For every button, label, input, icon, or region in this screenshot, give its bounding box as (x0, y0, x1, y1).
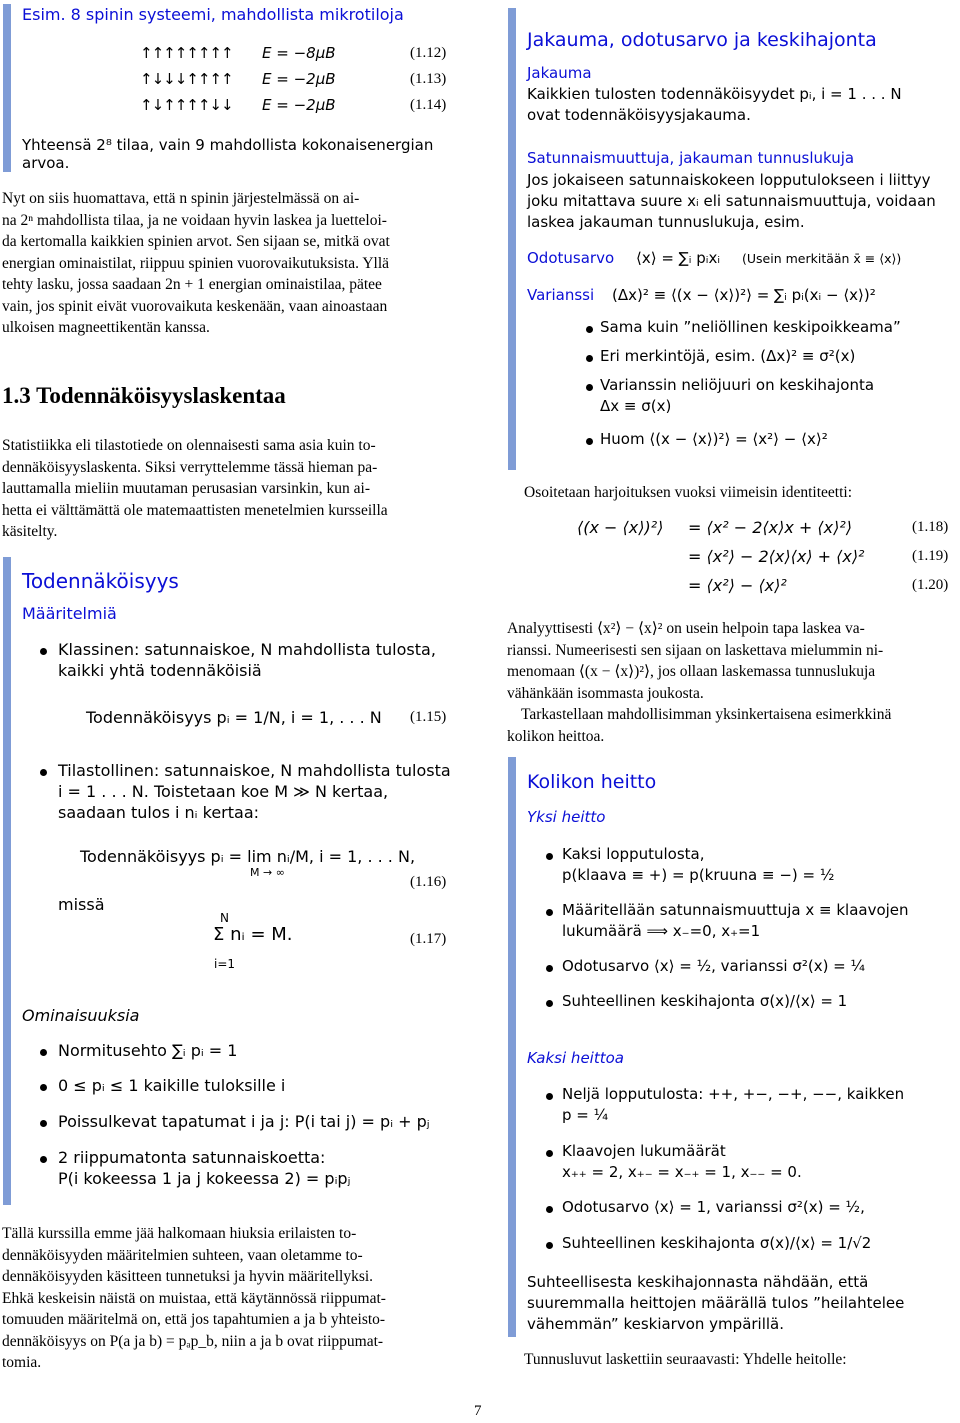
dist-block-title: Jakauma, odotusarvo ja keskihajonta (527, 29, 877, 51)
eq-1-17-bottom: i=1 (214, 957, 236, 971)
eq-1-16: Todennäköisyys pᵢ = lim nᵢ/M, i = 1, . . . N, (80, 847, 416, 866)
prob-item1-line2: kaikki yhtä todennäköisiä (58, 661, 262, 680)
paragraph-line: käsitelty. (2, 523, 58, 540)
coin-footer-line1: Suhteellisesta keskihajonnasta nähdään, että (527, 1273, 869, 1291)
paragraph-line: energian ominaistilat, riippuu spinien vuorovaikutuksista. Yllä (2, 254, 390, 272)
varianssi-label: Varianssi (527, 286, 595, 304)
bullet-dot (546, 1242, 553, 1249)
coin-c3: Odotusarvo ⟨x⟩ = 1, varianssi σ²(x) = ½, (562, 1198, 865, 1216)
bullet-dot (586, 355, 593, 362)
prob-block-title: Todennäköisyys (22, 569, 179, 593)
odotus-label: Odotusarvo (527, 249, 615, 267)
bullet-dot (586, 438, 593, 445)
eq-1-18-lhs: ⟨(x − ⟨x⟩)²⟩ (577, 518, 664, 537)
coin-block-bar (508, 757, 516, 1337)
prop-4-line1: 2 riippumatonta satunnaiskoetta: (58, 1148, 326, 1167)
prop-4-line2: P(i kokeessa 1 ja j kokeessa 2) = pᵢpⱼ (58, 1169, 351, 1188)
spin-row-1-energy: E = −8μB (262, 44, 336, 62)
coin-c2-line2: x₊₊ = 2, x₊₋ = x₋₊ = 1, x₋₋ = 0. (562, 1163, 802, 1181)
paragraph-line: na 2ⁿ mahdollista tilaa, ja ne voidaan hyvin laskea ja luetteloi- (2, 211, 387, 229)
eq-1-20-num: (1.20) (912, 577, 949, 593)
paragraph-line: Tarkastellaan mahdollisimman yksinkertaisena esimerkkinä (521, 706, 892, 723)
eq-1-16-num: (1.16) (410, 874, 447, 890)
paragraph-line: vähänkään isommasta joukosta. (507, 684, 704, 702)
prob-item2-line3: saadaan tulos i nᵢ kertaa: (58, 803, 260, 822)
bullet-dot (546, 909, 553, 916)
eq-1-17-top: N (220, 911, 229, 925)
eq-1-18-rhs: = ⟨x² − 2⟨x⟩x + ⟨x⟩²⟩ (688, 518, 852, 537)
paragraph-line: ulkoisen magneettikentän kanssa. (2, 319, 210, 336)
bullet-dot (40, 1049, 47, 1056)
paragraph-line: dennäköisyyden käsitteen tunnetuksi ja hyvin määritellyksi. (2, 1268, 374, 1285)
missa-label: missä (58, 895, 105, 914)
bullet-dot (586, 326, 593, 333)
prob-item2-line2: i = 1 . . . N. Toistetaan koe M ≫ N kertaa, (58, 782, 389, 801)
coin-sub2: Kaksi heittoa (527, 1049, 624, 1067)
coin-block-title: Kolikon heitto (527, 771, 657, 793)
paragraph-line: tehty lasku, jossa saadaan 2n + 1 energian ominaistilaa, pätee (2, 276, 382, 293)
prob-block-subtitle: Määritelmiä (22, 604, 117, 623)
dist-bullet-4: Huom ⟨(x − ⟨x⟩)²⟩ = ⟨x²⟩ − ⟨x⟩² (600, 430, 828, 448)
last-line: Tunnusluvut laskettiin seuraavasti: Yhdelle heitolle: (524, 1351, 847, 1368)
spin-summary-line2: arvoa. (22, 154, 70, 172)
paragraph-line: dennäköisyyslaskenta. Siksi verryttelemme tässä hieman pa- (2, 458, 378, 476)
spin-row-3-num: (1.14) (410, 97, 447, 113)
paragraph-variance (507, 618, 957, 747)
bullet-dot (546, 1206, 553, 1213)
paragraph-statistics-intro (2, 435, 452, 543)
paragraph-line: dennäköisyyden määritelmien suhteen, vaan oletamme to- (2, 1246, 363, 1264)
paragraph-line: hetta ei välttämättä ole matemaattisten menetelmien kursseilla (2, 501, 388, 519)
bullet-dot (40, 769, 47, 776)
dist-sub2-line3: laskea jakauman tunnuslukuja, esim. (527, 213, 805, 231)
eq-1-17: Σ nᵢ = M. (213, 924, 293, 945)
bullet-dot (546, 1150, 553, 1157)
spin-block-bar (3, 4, 11, 172)
bullet-dot (546, 965, 553, 972)
paragraph-line: Nyt on siis huomattava, että n spinin järjestelmässä on ai- (2, 190, 360, 207)
spin-row-1-num: (1.12) (410, 45, 447, 61)
coin-b1-line1: Kaksi lopputulosta, (562, 845, 705, 863)
dist-block-bar (508, 8, 516, 470)
dist-sub1-line2: ovat todennäköisyysjakauma. (527, 106, 751, 124)
paragraph-independence (2, 1223, 452, 1374)
eq-1-19-num: (1.19) (912, 548, 949, 564)
coin-b2-line1: Määritellään satunnaismuuttuja x ≡ klaavojen (562, 901, 909, 919)
prob-item2-line1: Tilastollinen: satunnaiskoe, N mahdollista tulosta (58, 761, 451, 780)
dist-sub2: Satunnaismuuttuja, jakauman tunnuslukuja (527, 149, 855, 167)
odotus-formula: ⟨x⟩ = ∑ᵢ pᵢxᵢ (636, 249, 721, 267)
varianssi-formula: (Δx)² ≡ ⟨(x − ⟨x⟩)²⟩ = ∑ᵢ pᵢ(xᵢ − ⟨x⟩)² (612, 286, 876, 304)
paragraph-line: Tällä kurssilla emme jää halkomaan hiuksia erilaisten to- (2, 1225, 357, 1242)
prop-3: Poissulkevat tapatumat i ja j: P(i tai j) = pᵢ + pⱼ (58, 1112, 430, 1131)
dist-sub2-line2: joku mitattava suure xᵢ eli satunnaismuuttuja, voidaan (527, 192, 936, 210)
section-heading: 1.3 Todennäköisyyslaskentaa (2, 383, 286, 408)
paragraph-line: Ehkä keskeisin näistä on muistaa, että käytännössä riippumat- (2, 1289, 386, 1307)
coin-b1-line2: p(klaava ≡ +) = p(kruuna ≡ −) = ½ (562, 866, 835, 884)
coin-sub1: Yksi heitto (527, 808, 606, 826)
bullet-dot (546, 853, 553, 860)
prop-1: Normitusehto ∑ᵢ pᵢ = 1 (58, 1041, 238, 1060)
bullet-dot (586, 384, 593, 391)
dist-sub1-line1: Kaikkien tulosten todennäköisyydet pᵢ, i = 1 . . . N (527, 85, 902, 103)
spin-summary-line1: Yhteensä 2⁸ tilaa, vain 9 mahdollista kokonaisenergian (22, 136, 434, 154)
dist-sub2-line1: Jos jokaiseen satunnaiskokeen lopputulokseen i liittyy (527, 171, 931, 189)
paragraph-line: da kertomalla kaikkien spinien arvot. Sen sijaan se, mitkä ovat (2, 233, 390, 250)
identity-intro: Osoitetaan harjoituksen vuoksi viimeisin identiteetti: (524, 484, 853, 501)
coin-footer-line2: suuremmalla heittojen määrällä tulos ”heilahtelee (527, 1294, 905, 1312)
dist-bullet-3-line1: Varianssin neliöjuuri on keskihajonta (600, 376, 875, 394)
bullet-dot (40, 1084, 47, 1091)
paragraph-line: Statistiikka eli tilastotiede on olennaisesti sama asia kuin to- (2, 437, 376, 454)
coin-c4: Suhteellinen keskihajonta σ(x)/⟨x⟩ = 1/√2 (562, 1234, 872, 1252)
dist-sub1: Jakauma (527, 64, 592, 82)
coin-footer-line3: vähemmän” keskiarvon ympärillä. (527, 1315, 785, 1333)
spin-row-3-arrows: ↑↓↑↑↑↑↓↓ (140, 96, 233, 114)
spin-row-1-arrows: ↑↑↑↑↑↑↑↑ (140, 44, 233, 62)
prop-2: 0 ≤ pᵢ ≤ 1 kaikille tuloksille i (58, 1076, 286, 1095)
eq-1-17-num: (1.17) (410, 931, 447, 947)
paragraph-line: dennäköisyys on P(a ja b) = pₐp_b, niin a ja b ovat riippumat- (2, 1332, 384, 1350)
paragraph-line: vain, jos spinit eivät vuorovaikuta keskenään, vaan ainoastaan (2, 297, 388, 315)
paragraph-spin-states (2, 188, 452, 339)
bullet-dot (546, 1000, 553, 1007)
odotus-note: (Usein merkitään x̄ ≡ ⟨x⟩) (742, 251, 902, 266)
eq-1-20-rhs: = ⟨x²⟩ − ⟨x⟩² (688, 576, 787, 595)
bullet-dot (40, 648, 47, 655)
bullet-dot (40, 1120, 47, 1127)
bullet-dot (40, 1156, 47, 1163)
eq-1-15-num: (1.15) (410, 709, 447, 725)
prob-item1-line1: Klassinen: satunnaiskoe, N mahdollista tulosta, (58, 640, 436, 659)
coin-c1-line1: Neljä lopputulosta: ++, +−, −+, −−, kaikken (562, 1085, 905, 1103)
paragraph-line: menomaan ⟨(x − ⟨x⟩)²⟩, jos ollaan laskemassa tunnuslukuja (507, 663, 876, 680)
coin-c1-line2: p = ¼ (562, 1106, 609, 1124)
spin-row-2-arrows: ↑↓↓↓↑↑↑↑ (140, 70, 233, 88)
eq-1-16-lim-sub: M → ∞ (250, 866, 285, 879)
coin-b4: Suhteellinen keskihajonta σ(x)/⟨x⟩ = 1 (562, 992, 848, 1010)
props-title: Ominaisuuksia (22, 1006, 140, 1025)
paragraph-line: kolikon heittoa. (507, 727, 605, 745)
prob-block-bar (3, 557, 11, 1205)
page-number: 7 (474, 1403, 482, 1419)
paragraph-line: tomuuden määritelmä on, että jos tapahtumien a ja b yhteisto- (2, 1311, 386, 1328)
bullet-dot (546, 1093, 553, 1100)
paragraph-line: rianssi. Numeerisesti sen sijaan on laskettava mielummin ni- (507, 641, 884, 659)
coin-b2-line2: lukumäärä ⟹ x₋=0, x₊=1 (562, 922, 761, 940)
dist-bullet-2: Eri merkintöjä, esim. (Δx)² ≡ σ²(x) (600, 347, 856, 365)
coin-c2-line1: Klaavojen lukumäärät (562, 1142, 726, 1160)
spin-block-title: Esim. 8 spinin systeemi, mahdollista mikrotiloja (22, 5, 404, 24)
coin-b3: Odotusarvo ⟨x⟩ = ½, varianssi σ²(x) = ¼ (562, 957, 866, 975)
spin-row-2-num: (1.13) (410, 71, 447, 87)
spin-row-2-energy: E = −2μB (262, 70, 336, 88)
paragraph-line: Analyyttisesti ⟨x²⟩ − ⟨x⟩² on usein helpoin tapa laskea va- (507, 620, 865, 637)
paragraph-line: tomia. (2, 1354, 42, 1371)
eq-1-15: Todennäköisyys pᵢ = 1/N, i = 1, . . . N (86, 708, 382, 727)
eq-1-19-rhs: = ⟨x²⟩ − 2⟨x⟩⟨x⟩ + ⟨x⟩² (688, 547, 865, 566)
eq-1-18-num: (1.18) (912, 519, 949, 535)
paragraph-line: lauttamalla mieliin muutaman perusasian varsinkin, kun ai- (2, 480, 371, 497)
spin-row-3-energy: E = −2μB (262, 96, 336, 114)
dist-bullet-1: Sama kuin ”neliöllinen keskipoikkeama” (600, 318, 901, 336)
dist-bullet-3-line2: Δx ≡ σ(x) (600, 397, 672, 415)
